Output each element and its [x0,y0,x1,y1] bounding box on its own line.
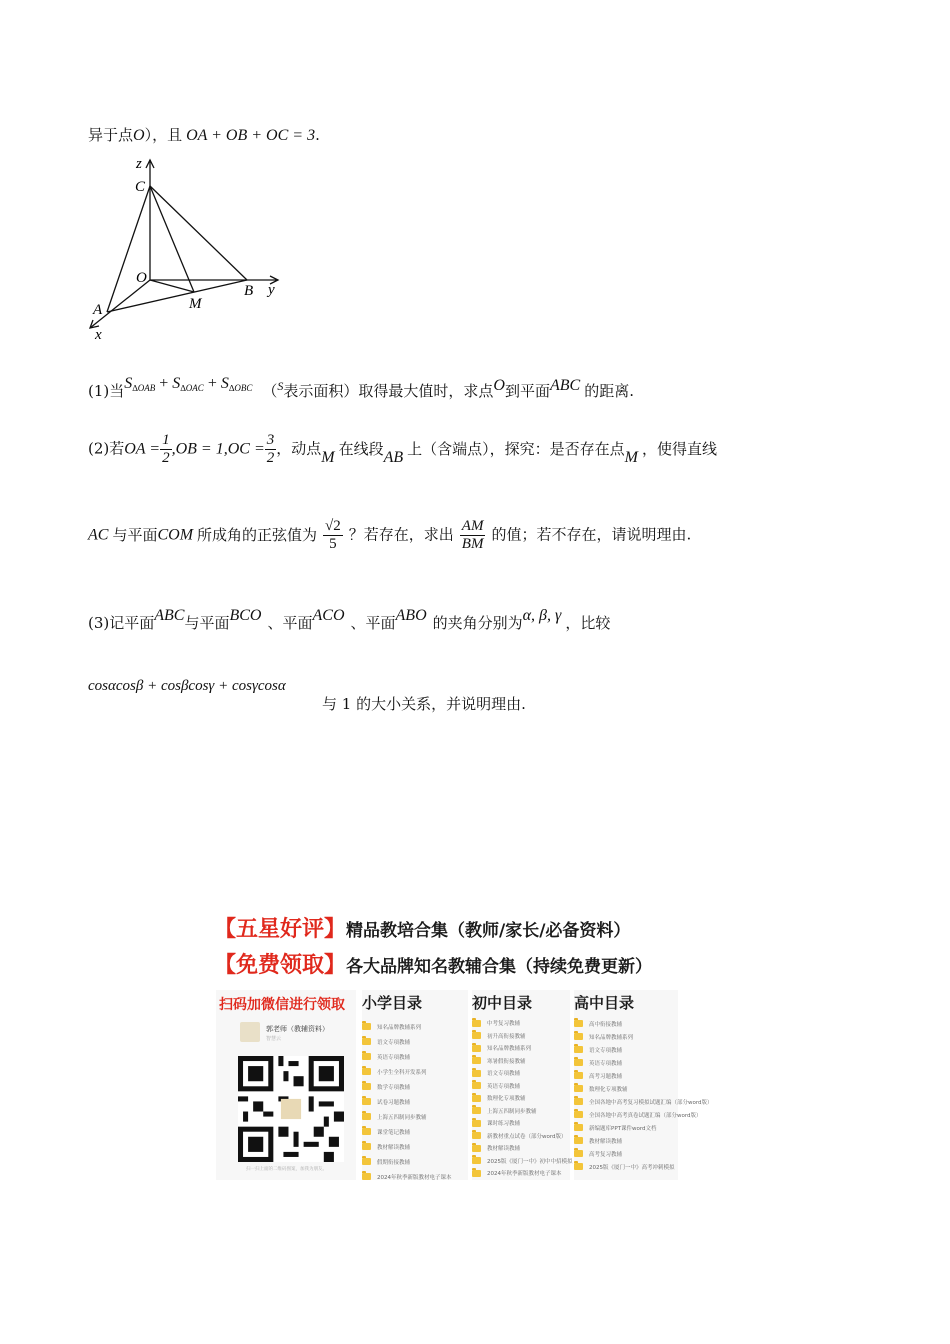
q2-ac: AC [88,526,109,544]
intro-prefix: 异于点 [88,126,134,144]
label-z: z [136,156,142,172]
folder-icon [574,1163,583,1170]
folder-icon [574,1085,583,1092]
folder-item[interactable]: 新教材重点试卷（部分word版） [472,1130,570,1143]
q3-num: (3)记平面 [88,614,155,632]
intro-line [88,124,320,145]
q2-oa-fraction: $\frac{1}{2}$ [162,432,170,466]
question-3-line-1 [88,607,611,633]
folder-icon [362,1128,371,1135]
column-junior [472,990,573,1180]
folder-icon [362,1098,371,1105]
folder-icon [574,1020,583,1027]
folder-item[interactable]: 上海五四制同步教辅 [472,1105,570,1118]
column-primary-list [362,1019,468,1184]
folder-item[interactable]: 全国各地中高考复习模拟试题汇编（部分word版） [574,1095,678,1108]
q2-m2: M [624,448,638,466]
edge-AB [107,280,247,312]
folder-icon [574,1059,583,1066]
edge-CA [107,186,150,312]
folder-item[interactable]: 假期衔接教辅 [362,1154,468,1169]
q3-angles: α, β, γ [522,607,562,624]
folder-item[interactable]: 2025版《厦门一中》初中中招模拟 [472,1155,570,1168]
q2-oa: OA = [124,440,161,458]
q2-text2: 在线段 [338,439,384,458]
promo-line-1 [214,912,630,943]
folder-icon [362,1053,371,1060]
folder-icon [574,1124,583,1131]
qr-panel [216,990,356,1180]
folder-icon [472,1070,481,1077]
folder-item[interactable]: 课堂笔记教辅 [362,1124,468,1139]
tetrahedron-figure [80,150,290,345]
column-senior [574,990,713,1180]
folder-item[interactable]: 知名品牌教辅系列 [574,1030,678,1043]
folder-item[interactable]: 中考复习教辅 [472,1017,570,1030]
folder-item[interactable]: 2025版《厦门一中》高考冲刺模拟 [574,1160,678,1173]
promo-line-2-red: 【免费领取】 [214,953,347,978]
folder-icon [472,1095,481,1102]
folder-item[interactable]: 上海五四制同步教辅 [362,1109,468,1124]
column-primary-title: 小学目录 [362,994,423,1012]
folder-icon [362,1173,371,1180]
q2-text3: 上（含端点），探究：是否存在点 [407,439,625,458]
folder-item[interactable]: 数理化专项教辅 [472,1092,570,1105]
folder-icon [362,1038,371,1045]
column-senior-title: 高中目录 [574,994,635,1012]
folder-item[interactable]: 新编题库PPT课件word文档 [574,1121,678,1134]
folder-icon [362,1023,371,1030]
column-junior-title: 初中目录 [472,994,533,1012]
folder-item[interactable]: 语文专项教辅 [472,1067,570,1080]
q3-expression: cosαcosβ + cosβcosγ + cosγcosα [88,678,286,694]
folder-item[interactable]: 高中衔接教辅 [574,1017,678,1030]
folder-icon [472,1132,481,1139]
folder-item[interactable]: 试卷习题教辅 [362,1094,468,1109]
folder-icon [472,1157,481,1164]
folder-item[interactable]: 初升高衔接教辅 [472,1030,570,1043]
folder-icon [472,1020,481,1027]
promo-line-1-red: 【五星好评】 [214,917,347,942]
q1-num: (1)当 [88,382,125,400]
folder-icon [362,1143,371,1150]
label-x: x [95,327,102,343]
label-y: y [268,282,275,298]
folder-icon [574,1150,583,1157]
scan-text: 扫码加微信进行领取 [219,997,345,1013]
question-1 [88,375,634,401]
q2-text6: 所成角的正弦值为 [197,525,318,544]
folder-item[interactable]: 教材解读教辅 [574,1134,678,1147]
intro-end: . [315,126,320,144]
q1-text1: 表示面积）取得最大值时，求点 [283,382,494,400]
folder-item[interactable]: 语文专项教辅 [362,1034,468,1049]
q1-point: O [493,377,505,394]
q1-plane: ABC [549,377,581,394]
folder-item[interactable]: 数学专项教辅 [362,1079,468,1094]
q1-text3: 的距离. [584,382,634,400]
profile-name: 郭老师（教辅资料） [266,1025,329,1033]
column-primary [362,990,468,1180]
q2-m1: M [321,448,335,466]
folder-item[interactable]: 英语专项教辅 [362,1049,468,1064]
folder-icon [574,1033,583,1040]
avatar [240,1022,260,1042]
q2-ob-oc: ,OB = 1,OC = [171,440,265,458]
question-2-line-1 [88,432,717,467]
folder-icon [472,1120,481,1127]
folder-item[interactable]: 语文专项教辅 [574,1043,678,1056]
folder-item[interactable]: 英语专项教辅 [574,1056,678,1069]
q2-ratio-fraction: $\frac{AM}{BM}$ [461,518,484,552]
folder-icon [574,1072,583,1079]
q1-s-symbol: S [277,379,284,393]
folder-icon [574,1137,583,1144]
folder-icon [574,1111,583,1118]
q3-text5: ，比较 [565,614,611,632]
promo-banner [214,912,713,1187]
q2-text4: ，使得直线 [642,439,718,458]
q3-abo: ABO [395,607,427,624]
folder-item[interactable]: 教材解读教辅 [362,1139,468,1154]
label-C: C [135,179,146,195]
folder-icon [472,1057,481,1064]
column-junior-list [472,1017,573,1180]
q3-bco: BCO [229,607,262,624]
edge-CB [150,186,247,280]
folder-icon [362,1083,371,1090]
q3-aco: ACO [312,607,345,624]
folder-icon [472,1107,481,1114]
q3-text6: 与 1 的大小关系，并说明理由. [322,695,526,713]
folder-icon [472,1170,481,1177]
q1-text2: 到平面 [504,382,550,400]
q2-text1: ，动点 [276,439,322,458]
intro-point: O [133,127,145,144]
folder-item[interactable]: 2024年秋季新版教材电子课本 [362,1169,468,1184]
question-3-line-2 [88,676,286,695]
q1-area-sum: $S_{\Delta OAB} + S_{\Delta OAC} + S_{\Delta OBC}$ [124,375,253,393]
folder-icon [362,1113,371,1120]
folder-item[interactable]: 2024年秋季新版教材电子课本 [472,1167,570,1180]
question-2-line-2 [88,518,691,553]
q3-abc: ABC [154,607,185,624]
q2-text8: 的值；若不存在，请说明理由. [491,525,692,544]
promo-line-1-black: 精品教培合集（教师/家长/必备资料） [346,921,631,941]
q2-com: COM [157,526,194,544]
folder-item[interactable]: 寒暑假衔接教辅 [472,1055,570,1068]
folder-item[interactable]: 小学生全科开发系列 [362,1064,468,1079]
folder-icon [362,1068,371,1075]
q2-ab: AB [383,448,404,466]
folder-icon [472,1145,481,1152]
q2-oc-fraction: $\frac{3}{2}$ [266,432,275,466]
q2-sine-fraction: $\frac{√2}{5}$ [325,518,341,552]
folder-item[interactable]: 英语专项教辅 [472,1080,570,1093]
label-A: A [93,302,103,318]
q1-paren: （ [262,382,278,400]
label-O: O [136,270,147,286]
q2-text7: ？若存在，求出 [348,525,454,544]
edge-CM [150,186,194,292]
label-B: B [244,283,254,299]
folder-icon [574,1098,583,1105]
edge-OM [150,280,194,292]
q3-text4: 的夹角分别为 [432,614,523,632]
folder-item[interactable]: 知名品牌教辅系列 [362,1019,468,1034]
q2-num: (2)若 [88,439,125,458]
qr-caption: 扫一扫上面的二维码图案，加我为朋友。 [246,1167,327,1172]
q2-text5: 与平面 [112,525,158,544]
folder-icon [472,1082,481,1089]
promo-line-2-black: 各大品牌知名教辅合集（持续免费更新） [346,957,653,977]
folder-item[interactable]: 课时练习教辅 [472,1117,570,1130]
label-M: M [189,296,202,312]
folder-item[interactable]: 高考复习教辅 [574,1147,678,1160]
folder-item[interactable]: 数理化专项教辅 [574,1082,678,1095]
intro-mid: ），且 [144,126,183,144]
folder-item[interactable]: 教材解读教辅 [472,1142,570,1155]
q3-text3: 、平面 [350,614,396,632]
folder-icon [362,1158,371,1165]
folder-icon [472,1032,481,1039]
q3-text1: 与平面 [184,614,230,632]
q3-text2: 、平面 [267,614,313,632]
promo-line-2 [214,948,652,979]
folder-icon [574,1046,583,1053]
question-3-line-2-tail [322,693,526,714]
profile-sub: 智慧云 [266,1036,282,1042]
folder-item[interactable]: 高考习题教辅 [574,1069,678,1082]
folder-icon [472,1045,481,1052]
qr-code [238,1056,344,1162]
column-senior-list [574,1017,713,1173]
folder-item[interactable]: 全国各地中高考真卷试题汇编（部分word版） [574,1108,678,1121]
intro-equation: OA + OB + OC = 3 [186,127,316,144]
folder-item[interactable]: 知名品牌教辅系列 [472,1042,570,1055]
